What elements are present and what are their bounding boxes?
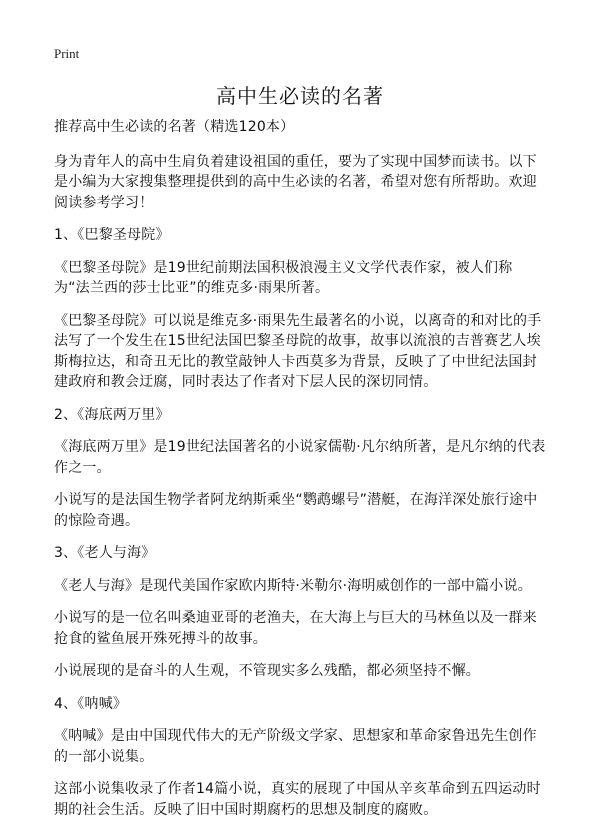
- subtitle: 推荐高中生必读的名著（精选120本）: [54, 119, 295, 135]
- section-heading-2: 2、《海底两万里》: [54, 406, 170, 423]
- article-body: [54, 117, 548, 820]
- section-3-paragraph-3: 小说展现的是奋斗的人生观，不管现实多么残酷，都必须坚持不懈。: [54, 663, 480, 679]
- section-heading-4: 4、《呐喊》: [54, 695, 128, 712]
- section-3-paragraph-1: 《老人与海》是现代美国作家欧内斯特·米勒尔·海明威创作的一部中篇小说。: [54, 577, 532, 594]
- section-heading-1: 1、《巴黎圣母院》: [54, 227, 170, 243]
- section-heading-3: 3、《老人与海》: [54, 545, 156, 561]
- print-link[interactable]: Print: [54, 46, 80, 61]
- section-2-paragraph-2: 小说写的是法国生物学者阿龙纳斯乘坐“鹦鹉螺号”潜艇，在海洋深处旅行途中的惊险奇遇。: [54, 492, 538, 529]
- section-1-paragraph-1: 《巴黎圣母院》是19世纪前期法国积极浪漫主义文学代表作家，被人们称为“法兰西的莎士比亚”的维克多·雨果所著。: [54, 259, 513, 296]
- section-3-paragraph-2: 小说写的是一位名叫桑迪亚哥的老渔夫，在大海上与巨大的马林鱼以及一群来抢食的鲨鱼展开殊死搏斗的故事。: [54, 610, 537, 647]
- section-2-paragraph-1: 《海底两万里》是19世纪法国著名的小说家儒勒·凡尔纳所著，是凡尔纳的代表作之一。: [54, 439, 546, 476]
- page-title: 高中生必读的名著: [216, 84, 384, 108]
- intro-paragraph: 身为青年人的高中生肩负着建设祖国的重任，要为了实现中国梦而读书。以下是小编为大家搜集整理提供到的高中生必读的名著，希望对您有所帮助。欢迎阅读参考学习！: [54, 153, 537, 211]
- section-1-paragraph-2: 《巴黎圣母院》可以说是维克多·雨果先生最著名的小说，以离奇的和对比的手法写了一个发生在15世纪法国巴黎圣母院的故事，故事以流浪的吉普赛艺人埃斯梅拉达，和奇丑无比的教堂敲钟人卡西莫多为背景，反映了了中世纪法国封建政府和教会迂腐，同时表达了作者对下层人民的深切同情。: [54, 312, 542, 390]
- section-4-paragraph-2: 这部小说集收录了作者14篇小说，真实的展现了中国从辛亥革命到五四运动时期的社会生活。反映了旧中国时期腐朽的思想及制度的腐败。: [54, 781, 541, 818]
- section-4-paragraph-1: 《呐喊》是由中国现代伟大的无产阶级文学家、思想家和革命家鲁迅先生创作的一部小说集。: [54, 728, 537, 765]
